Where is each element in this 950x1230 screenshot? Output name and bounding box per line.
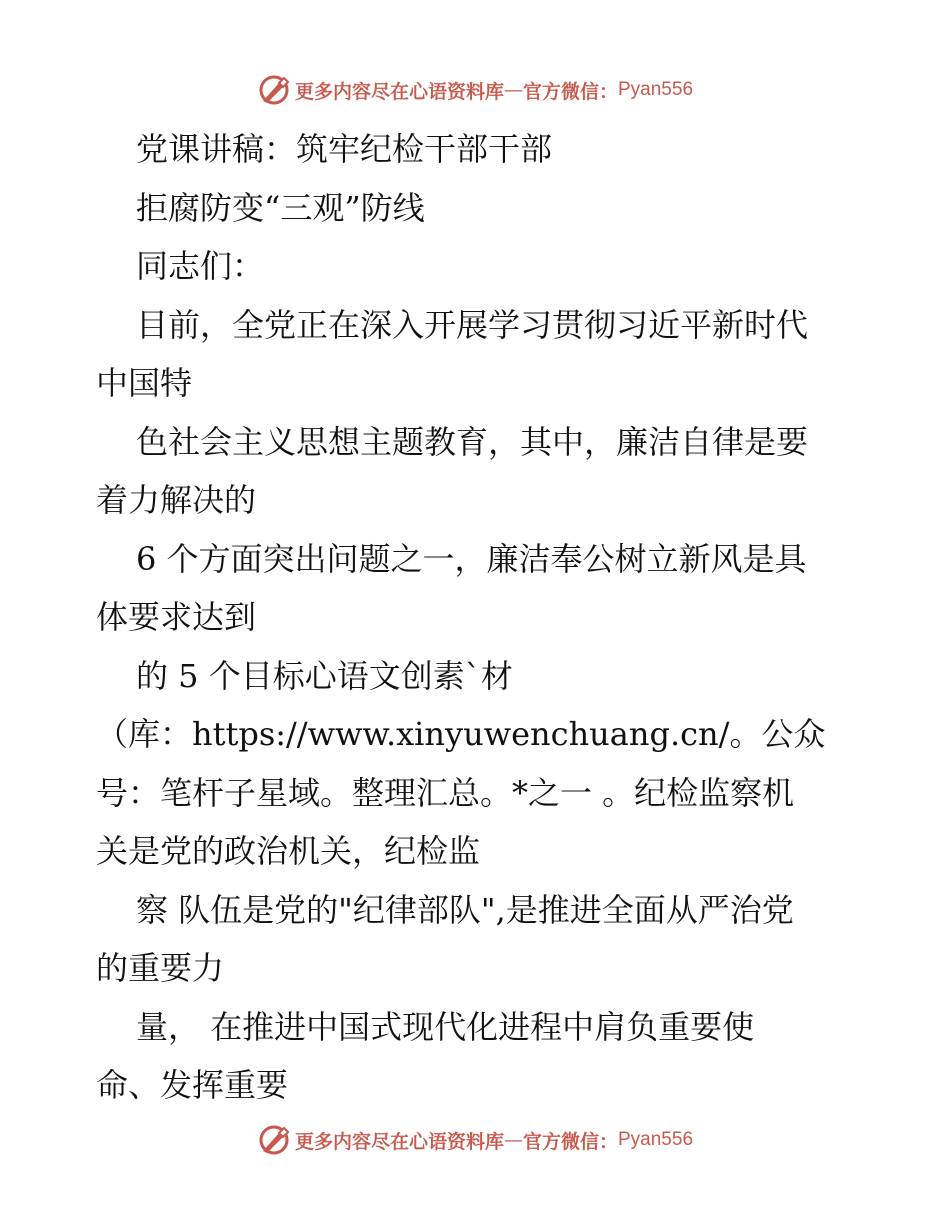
footer-brand-text: 更多内容尽在心语资料库	[294, 1130, 504, 1153]
body-line: 命、发挥重要	[96, 1066, 289, 1104]
document-title-line-2: 拒腐防变“三观”防线	[136, 188, 425, 227]
pen-logo-icon	[257, 1123, 291, 1157]
footer-wechat-id: Pyan556	[618, 1129, 694, 1150]
header-banner	[0, 70, 950, 110]
body-line: 量， 在推进中国式现代化进程中肩负重要使	[136, 1007, 755, 1046]
body-line: 目前，全党正在深入开展学习贯彻习近平新时代	[136, 305, 809, 344]
body-line: 中国特	[96, 364, 193, 402]
salutation: 同志们：	[136, 247, 265, 285]
header-brand-text: 更多内容尽在心语资料库	[294, 80, 504, 103]
body-line: 的重要力	[96, 949, 225, 987]
header-separator: —	[503, 79, 523, 101]
header-wechat-id: Pyan556	[618, 79, 694, 100]
body-line: 的 5 个目标心语文创素`材	[136, 656, 513, 695]
body-line: 着力解决的	[96, 481, 257, 519]
pen-logo-icon	[257, 73, 291, 107]
body-line: 6 个方面突出问题之一，廉洁奉公树立新风是具	[136, 539, 807, 578]
document-title-line-1: 党课讲稿：筑牢纪检干部干部	[136, 130, 553, 168]
body-line: 体要求达到	[96, 598, 257, 636]
body-line: 号：笔杆子星域。整理汇总。*之一 。纪检监察机	[96, 773, 795, 812]
document-body	[96, 120, 856, 1115]
footer-separator: —	[503, 1129, 523, 1151]
body-line: 关是党的政治机关，纪检监	[96, 832, 481, 870]
body-line: 色社会主义思想主题教育，其中，廉洁自律是要	[136, 422, 809, 461]
header-wechat-label: 官方微信：	[522, 80, 618, 103]
body-line: （库：https://www.xinyuwenchuang.cn/。公众	[96, 715, 826, 753]
body-line: 察 队伍是党的"纪律部队",是推进全面从严治党	[136, 890, 794, 929]
footer-banner	[0, 1120, 950, 1160]
footer-wechat-label: 官方微信：	[522, 1130, 618, 1153]
